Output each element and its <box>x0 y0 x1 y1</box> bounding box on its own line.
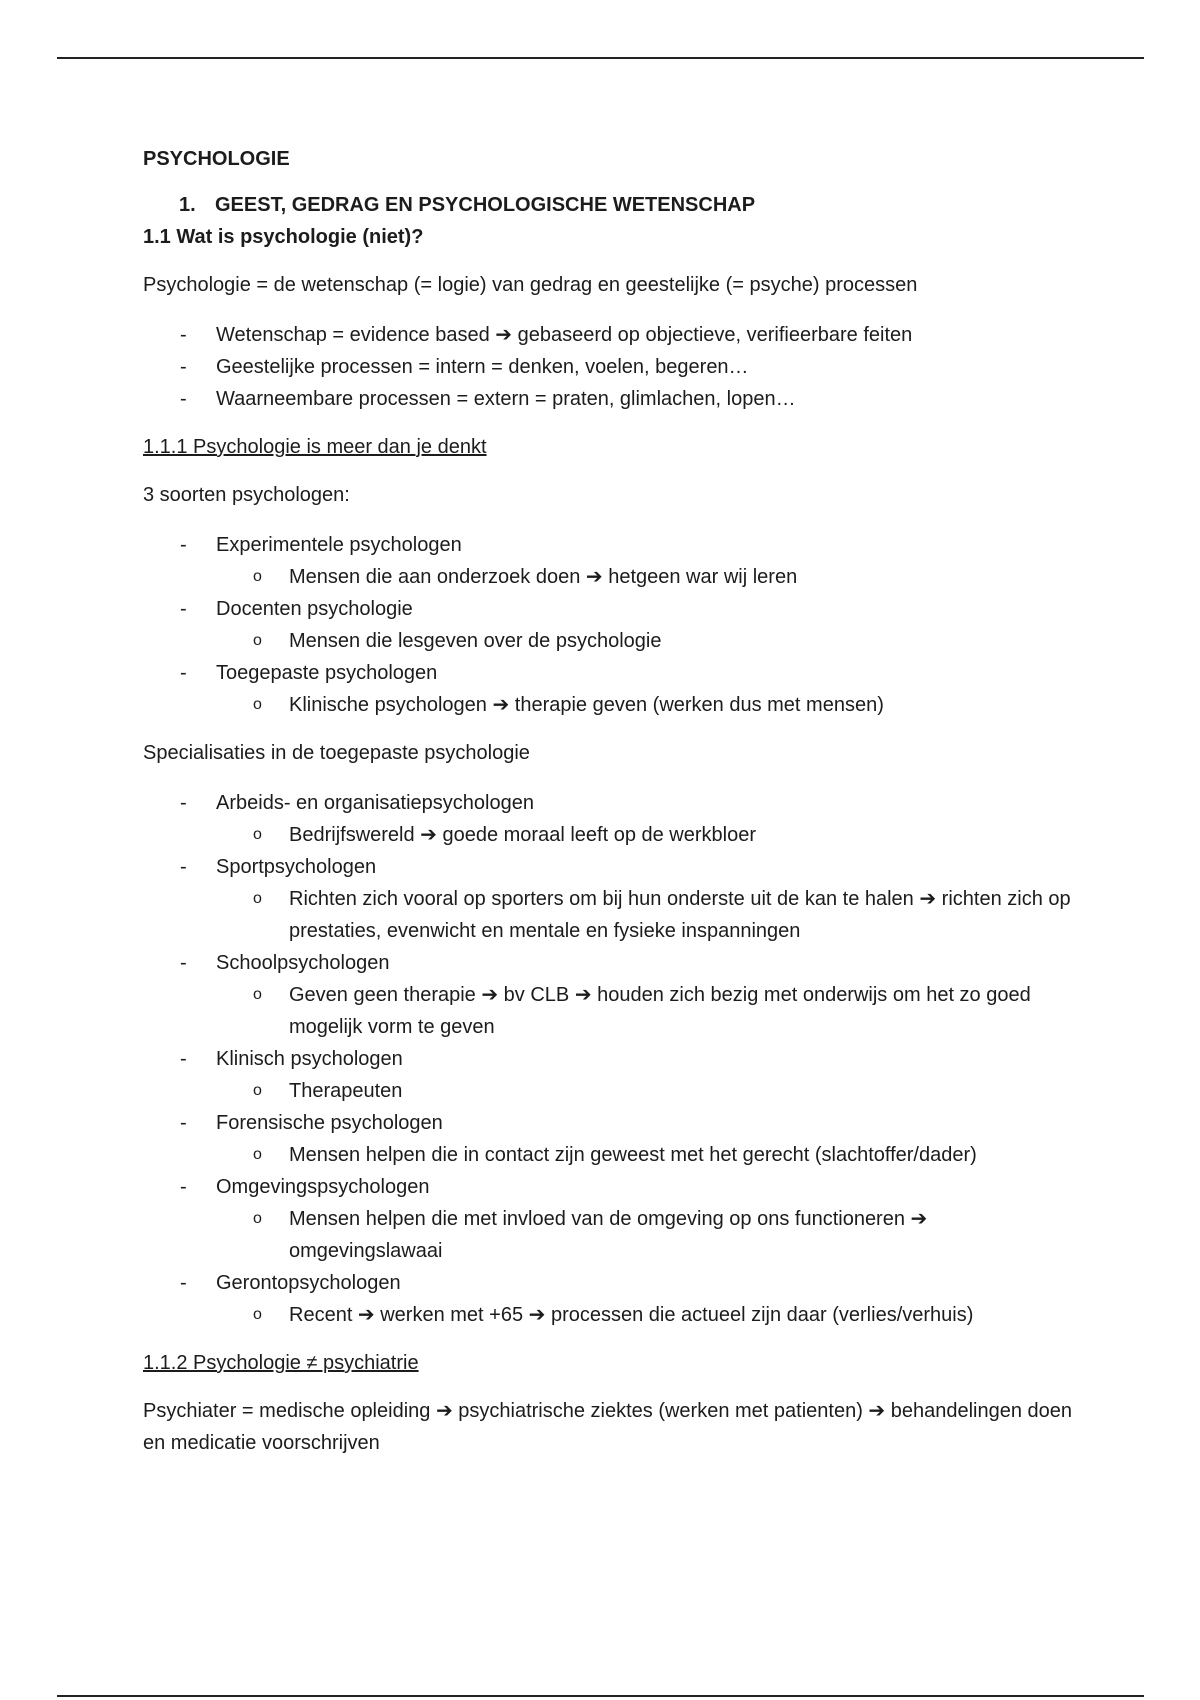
subsection-heading-1: 1.1.1 Psychologie is meer dan je denkt <box>143 436 487 458</box>
list-item: - Toegepaste psychologen o Klinische psychologen ➔ therapie geven (werken dus met mensen) <box>143 657 1083 721</box>
specializations-lead: Specialisaties in de toegepaste psychologie <box>143 742 530 764</box>
dash-bullet: - <box>180 388 187 410</box>
circle-bullet: o <box>253 1306 262 1323</box>
dash-bullet: - <box>180 1272 187 1294</box>
dash-bullet: - <box>180 792 187 814</box>
section-heading: 1.1 Wat is psychologie (niet)? <box>143 226 424 248</box>
sub-list-item: o Geven geen therapie ➔ bv CLB ➔ houden zich bezig met onderwijs om het zo goed mogelijk vorm te geven <box>216 979 1083 1043</box>
list-item: - Geestelijke processen = intern = denken, voelen, begeren… <box>143 351 1083 383</box>
document-title: PSYCHOLOGIE <box>143 148 290 170</box>
dash-bullet: - <box>180 356 187 378</box>
dash-bullet: - <box>180 324 187 346</box>
dash-bullet: - <box>180 952 187 974</box>
intro-list <box>143 319 1083 415</box>
dash-bullet: - <box>180 1048 187 1070</box>
list-item: - Sportpsychologen o Richten zich vooral op sporters om bij hun onderste uit de kan te halen ➔ richten zich op prestaties, evenwicht en mentale en fysieke inspanningen <box>143 851 1083 947</box>
list-item: - Forensische psychologen o Mensen helpen die in contact zijn geweest met het gerecht (slachtoffer/dader) <box>143 1107 1083 1171</box>
sub-list-item: o Mensen die aan onderzoek doen ➔ hetgeen war wij leren <box>216 561 1083 593</box>
list-item: - Omgevingspsychologen o Mensen helpen die met invloed van de omgeving op ons functioneren ➔ omgevingslawaai <box>143 1171 1083 1267</box>
sub-list-item: o Klinische psychologen ➔ therapie geven (werken dus met mensen) <box>216 689 1083 721</box>
list-item: - Wetenschap = evidence based ➔ gebaseerd op objectieve, verifieerbare feiten <box>143 319 1083 351</box>
top-rule <box>57 57 1144 59</box>
circle-bullet: o <box>253 632 262 649</box>
intro-paragraph: Psychologie = de wetenschap (= logie) van gedrag en geestelijke (= psyche) processen <box>143 274 918 296</box>
circle-bullet: o <box>253 826 262 843</box>
list-item: - Arbeids- en organisatiepsychologen o Bedrijfswereld ➔ goede moraal leeft op de werkbloer <box>143 787 1083 851</box>
circle-bullet: o <box>253 696 262 713</box>
circle-bullet: o <box>253 1210 262 1227</box>
dash-bullet: - <box>180 856 187 878</box>
list-item: - Waarneembare processen = extern = praten, glimlachen, lopen… <box>143 383 1083 415</box>
chapter-title: GEEST, GEDRAG EN PSYCHOLOGISCHE WETENSCHAP <box>215 194 756 216</box>
list-item: - Klinisch psychologen o Therapeuten <box>143 1043 1083 1107</box>
types-lead: 3 soorten psychologen: <box>143 484 350 506</box>
circle-bullet: o <box>253 986 262 1003</box>
psychologist-types-list <box>143 529 1083 721</box>
specializations-list <box>143 787 1083 1331</box>
dash-bullet: - <box>180 662 187 684</box>
list-item: - Schoolpsychologen o Geven geen therapie ➔ bv CLB ➔ houden zich bezig met onderwijs om het zo goed mogelijk vorm te geven <box>143 947 1083 1043</box>
list-item: - Docenten psychologie o Mensen die lesgeven over de psychologie <box>143 593 1083 657</box>
circle-bullet: o <box>253 890 262 907</box>
document-page <box>143 143 1083 1459</box>
dash-bullet: - <box>180 534 187 556</box>
psychiatrist-paragraph: Psychiater = medische opleiding ➔ psychiatrische ziektes (werken met patienten) ➔ behandelingen doen en medicatie voorschrijven <box>143 1400 1073 1454</box>
list-item: - Gerontopsychologen o Recent ➔ werken met +65 ➔ processen die actueel zijn daar (verlies/verhuis) <box>143 1267 1083 1331</box>
sub-list-item: o Bedrijfswereld ➔ goede moraal leeft op de werkbloer <box>216 819 1083 851</box>
circle-bullet: o <box>253 1082 262 1099</box>
sub-list-item: o Therapeuten <box>216 1075 1083 1107</box>
sub-list-item: o Richten zich vooral op sporters om bij hun onderste uit de kan te halen ➔ richten zich op prestaties, evenwicht en mentale en fysieke inspanningen <box>216 883 1083 947</box>
chapter-heading <box>179 189 1083 221</box>
dash-bullet: - <box>180 598 187 620</box>
list-item: - Experimentele psychologen o Mensen die aan onderzoek doen ➔ hetgeen war wij leren <box>143 529 1083 593</box>
chapter-number: 1. <box>179 194 196 216</box>
dash-bullet: - <box>180 1176 187 1198</box>
sub-list-item: o Mensen die lesgeven over de psychologie <box>216 625 1083 657</box>
dash-bullet: - <box>180 1112 187 1134</box>
subsection-heading-2: 1.1.2 Psychologie ≠ psychiatrie <box>143 1352 419 1374</box>
sub-list-item: o Recent ➔ werken met +65 ➔ processen die actueel zijn daar (verlies/verhuis) <box>216 1299 1083 1331</box>
circle-bullet: o <box>253 1146 262 1163</box>
sub-list-item: o Mensen helpen die in contact zijn geweest met het gerecht (slachtoffer/dader) <box>216 1139 1083 1171</box>
sub-list-item: o Mensen helpen die met invloed van de omgeving op ons functioneren ➔ omgevingslawaai <box>216 1203 1083 1267</box>
bottom-rule <box>57 1695 1144 1697</box>
circle-bullet: o <box>253 568 262 585</box>
